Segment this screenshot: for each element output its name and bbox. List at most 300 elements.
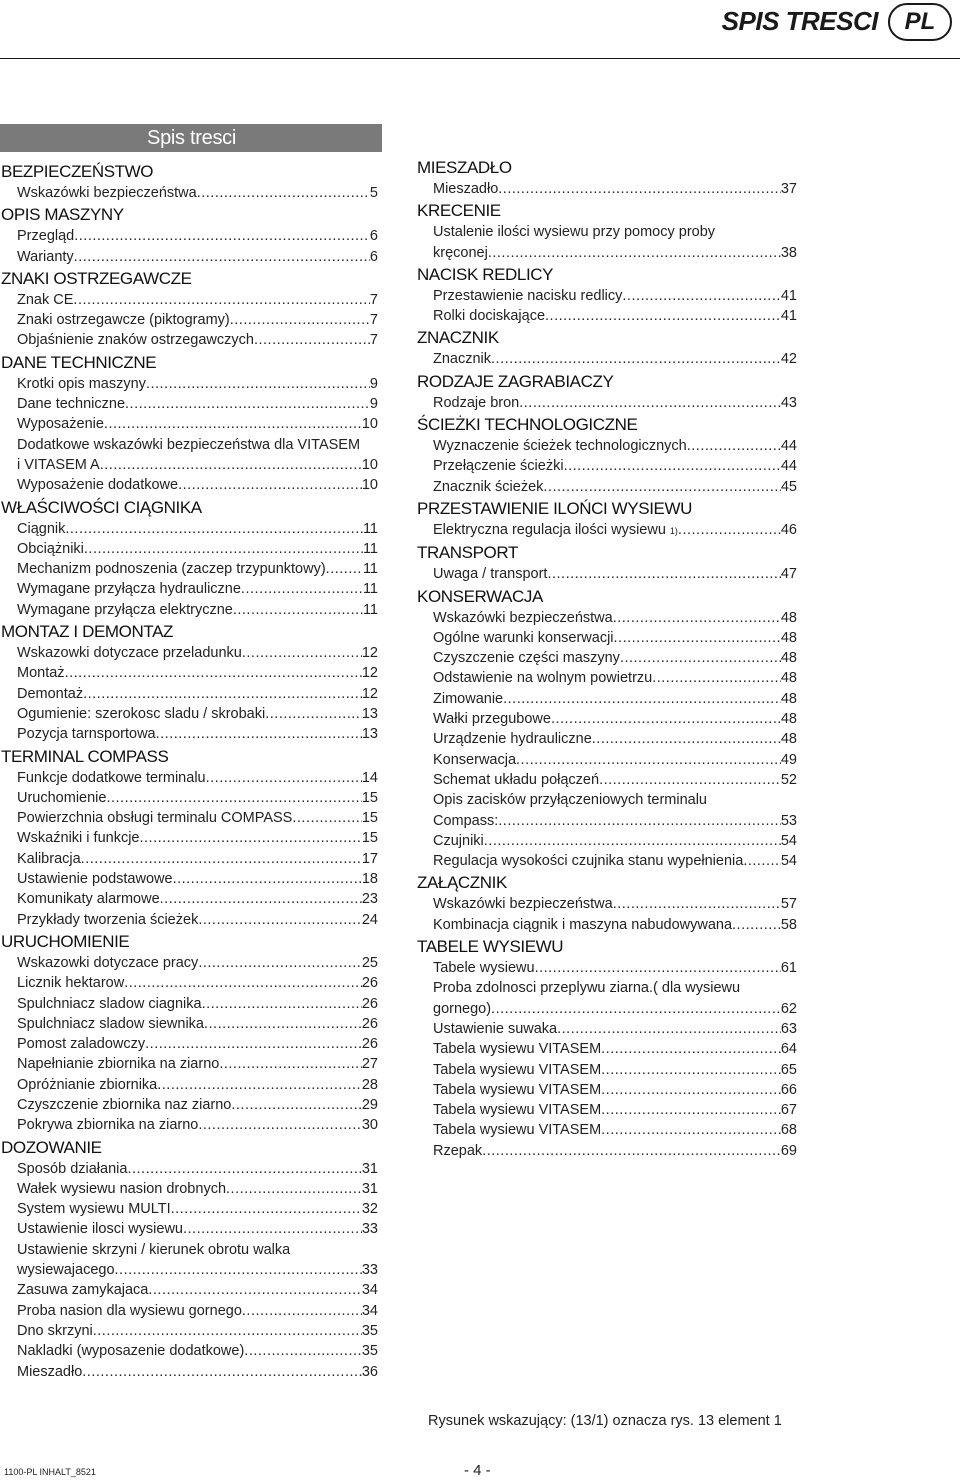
entry-page-number: 61 [780, 960, 797, 977]
toc-entry[interactable] [1, 1115, 378, 1135]
section-heading[interactable]: DANE TECHNICZNE [1, 352, 157, 372]
entry-label: Komunikaty alarmowe [17, 891, 160, 908]
entry-page-number: 15 [361, 810, 378, 827]
toc-section [1, 620, 378, 744]
toc-entry[interactable] [1, 226, 378, 246]
entry-label: Spulchniacz sladow siewnika [17, 1015, 204, 1032]
toc-entry[interactable] [1, 310, 378, 330]
toc-entry[interactable] [1, 1054, 378, 1074]
dot-leader [551, 709, 781, 729]
toc-entry[interactable] [1, 973, 378, 993]
entry-label: Opróżnianie zbiornika [17, 1076, 158, 1093]
dot-leader [148, 1280, 362, 1300]
entry-label: gornego) [433, 1000, 492, 1017]
toc-entry[interactable] [1, 828, 378, 848]
toc-entry[interactable] [1, 953, 378, 973]
entry-label: Montaż [17, 665, 65, 682]
dot-leader [743, 851, 781, 871]
toc-entry[interactable] [1, 1014, 378, 1034]
toc-entry[interactable] [1, 663, 378, 683]
dot-leader [84, 539, 363, 559]
toc-entry[interactable] [1, 394, 378, 414]
dot-leader [592, 729, 781, 749]
dot-leader [292, 808, 362, 828]
entry-label: Tabela wysiewu VITASEM [433, 1041, 602, 1058]
entry-page-number: 68 [780, 1122, 797, 1139]
toc-entry[interactable] [417, 648, 797, 668]
dot-leader [171, 1199, 362, 1219]
language-badge: PL [888, 3, 952, 41]
dot-leader [498, 179, 781, 199]
entry-label: Odstawienie na wolnym powietrzu [433, 670, 653, 687]
entry-page-number: 31 [361, 1180, 378, 1197]
toc-entry[interactable] [1, 1240, 378, 1260]
entry-page-number: 6 [369, 228, 378, 245]
entry-label: Kalibracja [17, 850, 81, 867]
dot-leader [254, 330, 370, 350]
dot-leader [145, 1034, 362, 1054]
entry-label: Zimowanie [433, 690, 504, 707]
entry-label: Wskazówki bezpieczeństwa [433, 609, 613, 626]
entry-page-number: 48 [780, 609, 797, 626]
entry-label: Wyposażenie dodatkowe [17, 477, 179, 494]
toc-entry[interactable] [1, 519, 378, 539]
section-heading[interactable]: URUCHOMIENIE [1, 931, 130, 951]
toc-entry[interactable] [1, 559, 378, 579]
dot-leader [157, 1075, 362, 1095]
dot-leader [547, 564, 780, 584]
toc-entry[interactable] [1, 374, 378, 394]
section-heading[interactable]: KRECENIE [417, 201, 501, 221]
entry-label: Pomost zaladowczy [17, 1036, 146, 1053]
entry-label: Krotki opis maszyny [17, 375, 146, 392]
toc-entry[interactable] [1, 808, 378, 828]
entry-label: Tabela wysiewu VITASEM [433, 1102, 602, 1119]
toc-entry[interactable] [1, 788, 378, 808]
entry-label: Znaki ostrzegawcze (piktogramy) [17, 312, 230, 329]
toc-entry[interactable] [417, 978, 797, 998]
dot-leader [183, 1219, 362, 1239]
entry-label: Pozycja tarnsportowa [17, 726, 156, 743]
entry-page-number: 48 [780, 731, 797, 748]
entry-label: Powierzchnia obsługi terminalu COMPASS [17, 810, 293, 827]
toc-entry[interactable] [417, 1100, 797, 1120]
entry-label: Schemat układu połączeń [433, 771, 600, 788]
toc-entry[interactable] [1, 1321, 378, 1341]
dot-leader [557, 1019, 781, 1039]
entry-label: Ogólne warunki konserwacji [433, 629, 614, 646]
dot-leader [204, 1014, 362, 1034]
toc-entry[interactable] [417, 1080, 797, 1100]
entry-label: Uruchomienie [17, 789, 107, 806]
toc-entry[interactable] [417, 668, 797, 688]
entry-label: Rzepak [433, 1142, 483, 1159]
entry-page-number: 45 [780, 478, 797, 495]
entry-page-number: 10 [361, 477, 378, 494]
toc-entry[interactable] [1, 247, 378, 267]
section-heading[interactable]: NACISK REDLICY [417, 264, 554, 284]
toc-entry[interactable] [1, 1075, 378, 1095]
dot-leader [242, 643, 362, 663]
entry-label: Kombinacja ciągnik i maszyna nabudowywana [433, 916, 733, 933]
entry-label: Wskazówki bezpieczeństwa [17, 185, 197, 201]
toc-section [1, 496, 378, 620]
entry-page-number: 10 [361, 416, 378, 433]
dot-leader [543, 477, 780, 497]
entry-page-number: 9 [369, 375, 378, 392]
entry-label: Rolki dociskające [433, 308, 546, 325]
toc-entry[interactable] [417, 608, 797, 628]
dot-leader [65, 519, 363, 539]
entry-label: Rodzaje bron [433, 394, 520, 411]
toc-section [1, 1136, 378, 1382]
section-heading[interactable]: WŁAŚCIWOŚCI CIĄGNIKA [1, 497, 202, 517]
entry-label: Napełnianie zbiornika na ziarno [17, 1056, 220, 1073]
toc-entry[interactable] [417, 851, 797, 871]
toc-entry[interactable] [417, 709, 797, 729]
entry-page-number: 54 [780, 853, 797, 870]
entry-page-number: 53 [780, 812, 797, 829]
entry-page-number: 34 [361, 1302, 378, 1319]
entry-label: Nakladki (wyposazenie dodatkowe) [17, 1343, 245, 1360]
entry-label: Ciągnik [17, 520, 66, 537]
section-heading[interactable]: DOZOWANIE [1, 1137, 102, 1157]
dot-leader [74, 226, 370, 246]
dot-leader [601, 1100, 781, 1120]
entry-label: Ustawienie suwaka [433, 1020, 558, 1037]
toc-entry[interactable] [417, 306, 797, 326]
dot-leader [226, 1179, 362, 1199]
entry-page-number: 47 [780, 566, 797, 583]
dot-leader [127, 1159, 361, 1179]
toc-entry[interactable] [1, 475, 378, 495]
toc-entry[interactable] [1, 600, 378, 620]
toc-title-bar: Spis tresci [0, 124, 382, 152]
entry-page-number: 43 [780, 394, 797, 411]
dot-leader [173, 869, 362, 889]
entry-page-number: 7 [369, 332, 378, 349]
entry-label: Przestawienie nacisku redlicy [433, 287, 623, 304]
entry-page-number: 13 [361, 726, 378, 743]
toc-right-column [417, 156, 797, 1161]
entry-page-number: 28 [361, 1076, 378, 1093]
entry-label: Ustawienie skrzyni / kierunek obrotu walka [17, 1241, 291, 1258]
dot-leader [491, 999, 781, 1019]
dot-leader [197, 183, 370, 203]
toc-entry[interactable] [1, 1362, 378, 1382]
entry-label: Regulacja wysokości czujnika stanu wypełnienia [433, 853, 744, 870]
toc-entry[interactable] [1, 1260, 378, 1280]
entry-page-number: 54 [780, 832, 797, 849]
toc-entry[interactable] [1, 290, 378, 310]
section-heading[interactable]: PRZESTAWIENIE ILOŃCI WYSIEWU [417, 498, 692, 518]
figure-reference-note: Rysunek wskazujący: (13/1) oznacza rys. 13 element 1 [428, 1413, 782, 1429]
section-heading[interactable]: ŚCIEŻKI TECHNOLOGICZNE [417, 415, 638, 435]
entry-page-number: 48 [780, 690, 797, 707]
toc-entry[interactable] [1, 579, 378, 599]
toc-section [1, 267, 378, 351]
toc-section [417, 326, 797, 369]
toc-section [417, 541, 797, 584]
toc-entry[interactable] [1, 435, 378, 455]
section-heading[interactable]: RODZAJE ZAGRABIACZY [417, 371, 614, 391]
dot-leader [115, 1260, 362, 1280]
dot-leader [231, 1095, 361, 1115]
entry-page-number: 52 [780, 771, 797, 788]
entry-page-number: 13 [361, 705, 378, 722]
section-heading[interactable]: ZNAKI OSTRZEGAWCZE [1, 268, 192, 288]
section-heading[interactable]: MONTAZ I DEMONTAZ [1, 622, 173, 642]
toc-entry[interactable] [417, 1019, 797, 1039]
entry-page-number: 23 [361, 891, 378, 908]
toc-entry[interactable] [417, 1120, 797, 1140]
entry-page-number: 48 [780, 629, 797, 646]
dot-leader [516, 750, 781, 770]
section-heading[interactable]: TERMINAL COMPASS [1, 746, 169, 766]
toc-entry[interactable] [417, 790, 797, 810]
toc-entry[interactable] [417, 811, 797, 831]
dot-leader [491, 349, 781, 369]
dot-leader [93, 1321, 362, 1341]
dot-leader [678, 520, 781, 540]
page-number: - 4 - [464, 1462, 491, 1479]
toc-entry[interactable] [1, 330, 378, 350]
toc-entry[interactable] [1, 994, 378, 1014]
entry-page-number: 29 [361, 1096, 378, 1113]
entry-page-number: 32 [361, 1201, 378, 1218]
entry-label: Ustalenie ilości wysiewu przy pomocy proby [433, 224, 716, 241]
entry-page-number: 33 [361, 1221, 378, 1238]
toc-entry[interactable] [1, 455, 378, 475]
dot-leader [233, 600, 363, 620]
toc-entry[interactable] [417, 243, 797, 263]
toc-section [417, 370, 797, 413]
entry-page-number: 63 [780, 1020, 797, 1037]
entry-label: Ustawienie podstawowe [17, 871, 173, 888]
entry-label: wysiewajacego [17, 1262, 115, 1279]
toc-entry[interactable] [417, 831, 797, 851]
entry-page-number: 11 [362, 561, 378, 578]
entry-label: i VITASEM A [17, 456, 100, 473]
entry-page-number: 17 [361, 850, 378, 867]
toc-entry[interactable] [1, 889, 378, 909]
dot-leader [198, 910, 362, 930]
toc-entry[interactable] [1, 1034, 378, 1054]
toc-entry[interactable] [1, 183, 378, 203]
toc-entry[interactable] [1, 414, 378, 434]
toc-section [417, 935, 797, 1161]
section-heading[interactable]: TRANSPORT [417, 543, 518, 563]
toc-section [417, 413, 797, 497]
toc-entry[interactable] [1, 704, 378, 724]
toc-entry[interactable] [1, 724, 378, 744]
toc-entry[interactable] [417, 477, 797, 497]
entry-page-number: 49 [780, 751, 797, 768]
toc-section [1, 351, 378, 496]
toc-entry[interactable] [1, 1179, 378, 1199]
entry-page-number: 24 [361, 911, 378, 928]
entry-label: Wskazówki bezpieczeństwa [433, 896, 613, 913]
entry-page-number: 41 [780, 308, 797, 325]
toc-entry[interactable] [417, 520, 797, 541]
entry-label: Tabela wysiewu VITASEM [433, 1122, 602, 1139]
dot-leader [545, 306, 781, 326]
dot-leader [601, 1080, 781, 1100]
toc-entry[interactable] [417, 958, 797, 978]
toc-entry[interactable] [417, 750, 797, 770]
toc-entry[interactable] [1, 910, 378, 930]
entry-page-number: 11 [362, 540, 378, 557]
entry-label: Wskazowki dotyczace pracy [17, 954, 199, 971]
section-heading[interactable]: OPIS MASZYNY [1, 205, 124, 225]
section-heading[interactable]: ZAŁĄCZNIK [417, 873, 507, 893]
entry-page-number: 7 [369, 312, 378, 329]
dot-leader [613, 894, 781, 914]
entry-page-number: 6 [369, 248, 378, 265]
entry-page-number: 12 [361, 645, 378, 662]
entry-label: Konserwacja [433, 751, 517, 768]
toc-entry[interactable] [417, 179, 797, 199]
entry-page-number: 26 [361, 975, 378, 992]
toc-section [417, 199, 797, 263]
dot-leader [620, 648, 781, 668]
entry-label: Warianty [17, 248, 74, 265]
entry-label: Przełączenie ścieżki [433, 458, 564, 475]
entry-page-number: 11 [362, 581, 378, 598]
entry-label: Licznik hektarow [17, 975, 125, 992]
dot-leader [81, 849, 362, 869]
entry-label: Tabela wysiewu VITASEM [433, 1061, 602, 1078]
entry-label: Mieszadło [17, 1363, 83, 1380]
toc-entry[interactable] [417, 564, 797, 584]
dot-leader [519, 393, 781, 413]
entry-label: Znacznik [433, 351, 492, 368]
toc-entry[interactable] [1, 1280, 378, 1300]
toc-entry[interactable] [417, 915, 797, 935]
dot-leader [601, 1039, 781, 1059]
dot-leader [326, 559, 363, 579]
dot-leader [104, 414, 362, 434]
toc-entry[interactable] [1, 849, 378, 869]
toc-entry[interactable] [417, 222, 797, 242]
section-heading[interactable]: MIESZADŁO [417, 158, 512, 177]
toc-entry[interactable] [417, 393, 797, 413]
entry-label: Urządzenie hydrauliczne [433, 731, 592, 748]
dot-leader [599, 770, 781, 790]
entry-page-number: 33 [361, 1262, 378, 1279]
entry-label: Uwaga / transport [433, 566, 548, 583]
section-heading[interactable]: KONSERWACJA [417, 586, 543, 606]
toc-entry[interactable] [1, 643, 378, 663]
entry-page-number: 27 [361, 1056, 378, 1073]
entry-page-number: 31 [361, 1160, 378, 1177]
section-heading[interactable]: BEZPIECZEŃSTWO [1, 162, 154, 181]
dot-leader [652, 668, 781, 688]
entry-page-number: 14 [361, 769, 378, 786]
entry-page-number: 10 [361, 456, 378, 473]
toc-entry[interactable] [1, 684, 378, 704]
dot-leader [613, 608, 781, 628]
entry-label: Funkcje dodatkowe terminalu [17, 769, 206, 786]
toc-entry[interactable] [1, 1095, 378, 1115]
toc-entry[interactable] [1, 1219, 378, 1239]
entry-label: Znak CE [17, 291, 74, 308]
entry-page-number: 48 [780, 650, 797, 667]
entry-page-number: 25 [361, 954, 378, 971]
toc-entry[interactable] [417, 349, 797, 369]
toc-entry[interactable] [417, 436, 797, 456]
toc-section [417, 263, 797, 327]
entry-label: Spulchniacz sladow ciagnika [17, 995, 202, 1012]
section-heading[interactable]: ZNACZNIK [417, 328, 499, 348]
dot-leader [482, 1141, 781, 1161]
entry-label: Elektryczna regulacja ilości wysiewu [433, 521, 666, 538]
entry-page-number: 48 [780, 711, 797, 728]
toc-entry[interactable] [417, 1060, 797, 1080]
toc-entry[interactable] [417, 456, 797, 476]
dot-leader [124, 973, 362, 993]
dot-leader [564, 456, 781, 476]
entry-page-number: 18 [361, 871, 378, 888]
toc-entry[interactable] [1, 869, 378, 889]
dot-leader [242, 1301, 362, 1321]
entry-label: Tabela wysiewu VITASEM [433, 1081, 602, 1098]
entry-label: Mechanizm podnoszenia (zaczep trzypunktowy) [17, 561, 326, 578]
toc-entry[interactable] [417, 894, 797, 914]
entry-page-number: 26 [361, 995, 378, 1012]
section-heading[interactable]: TABELE WYSIEWU [417, 937, 564, 957]
toc-entry[interactable] [417, 286, 797, 306]
toc-entry[interactable] [417, 729, 797, 749]
entry-label: Proba zdolnosci przeplywu ziarna.( dla wysiewu [433, 980, 741, 997]
entry-page-number: 37 [780, 181, 797, 197]
entry-page-number: 48 [780, 670, 797, 687]
toc-entry[interactable] [417, 999, 797, 1019]
toc-entry[interactable] [417, 1141, 797, 1161]
toc-entry[interactable] [1, 1301, 378, 1321]
entry-label: Pokrywa zbiornika na ziarno [17, 1117, 199, 1134]
entry-page-number: 12 [361, 665, 378, 682]
toc-entry[interactable] [417, 1039, 797, 1059]
entry-page-number: 26 [361, 1036, 378, 1053]
entry-page-number: 9 [369, 396, 378, 413]
toc-entry[interactable] [417, 770, 797, 790]
dot-leader [484, 831, 781, 851]
entry-page-number: 5 [369, 185, 378, 201]
entry-page-number: 66 [780, 1081, 797, 1098]
entry-label: Mieszadło [433, 181, 499, 197]
toc-entry[interactable] [417, 628, 797, 648]
entry-page-number: 15 [361, 789, 378, 806]
entry-page-number: 58 [780, 916, 797, 933]
entry-label: Ogumienie: szerokosc sladu / skrobaki [17, 705, 266, 722]
dot-leader [622, 286, 780, 306]
toc-entry[interactable] [417, 689, 797, 709]
entry-label: System wysiewu MULTI [17, 1201, 171, 1218]
dot-leader [503, 689, 781, 709]
entry-label: Demontaż [17, 685, 84, 702]
dot-leader [106, 788, 361, 808]
toc-entry[interactable] [1, 1159, 378, 1179]
toc-entry[interactable] [1, 1199, 378, 1219]
toc-entry[interactable] [1, 539, 378, 559]
entry-label: Ustawienie ilosci wysiewu [17, 1221, 183, 1238]
entry-page-number: 44 [780, 438, 797, 455]
entry-page-number: 42 [780, 351, 797, 368]
dot-leader [160, 889, 362, 909]
toc-entry[interactable] [1, 768, 378, 788]
toc-entry[interactable] [1, 1341, 378, 1361]
